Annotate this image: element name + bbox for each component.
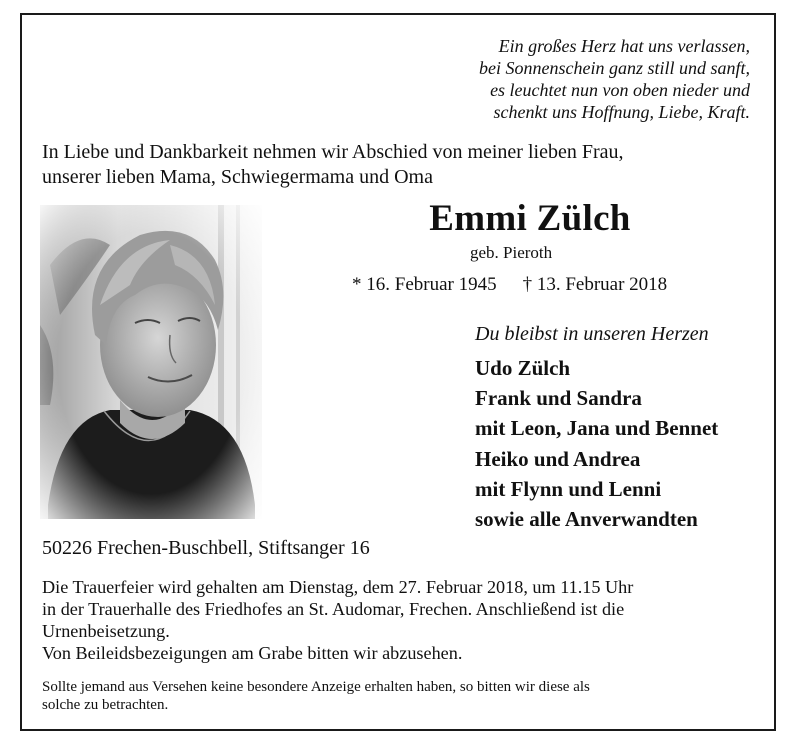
life-dates [352,274,667,296]
note-line: Sollte jemand aus Versehen keine besondere Anzeige erhalten haben, so bitten wir diese als [42,679,590,695]
funeral-service-details [42,576,764,664]
deceased-name: Emmi Zülch [429,198,631,239]
birth-date: * 16. Februar 1945 [352,274,497,295]
memorial-poem [440,35,750,123]
poem-line: schenkt uns Hoffnung, Liebe, Kraft. [493,102,750,122]
service-line: Urnenbeisetzung. [42,621,170,641]
maiden-name: geb. Pieroth [470,243,553,262]
mourner-name: sowie alle Anverwandten [475,507,698,532]
portrait-photo [40,205,262,519]
mourner-name: Heiko und Andrea [475,446,641,471]
notice-disclaimer [42,678,772,714]
service-line: Von Beileidsbezeigungen am Grabe bitten wir abzusehen. [42,643,463,663]
note-line: solche zu betrachten. [42,697,169,713]
poem-line: es leuchtet nun von oben nieder und [490,80,750,100]
mourners-motto: Du bleibst in unseren Herzen [475,323,709,345]
mourner-name: mit Flynn und Lenni [475,476,662,501]
poem-line: bei Sonnenschein ganz still und sanft, [479,58,750,78]
mourners-list [475,353,718,534]
service-line: Die Trauerfeier wird gehalten am Dienstag, dem 27. Februar 2018, um 11.15 Uhr [42,577,634,597]
mourner-name: Udo Zülch [475,356,571,380]
intro-line: In Liebe und Dankbarkeit nehmen wir Abschied von meiner lieben Frau, [42,141,624,163]
intro-line: unserer lieben Mama, Schwiegermama und Oma [42,166,433,188]
family-address: 50226 Frechen-Buschbell, Stiftsanger 16 [42,537,370,559]
mourner-name: mit Leon, Jana und Bennet [475,416,719,441]
portrait-illustration [40,205,262,519]
poem-line: Ein großes Herz hat uns verlassen, [498,36,750,56]
farewell-intro [42,140,772,190]
death-date: † 13. Februar 2018 [522,274,668,295]
service-line: in der Trauerhalle des Friedhofes an St. Audomar, Frechen. Anschließend ist die [42,599,625,619]
mourner-name: Frank und Sandra [475,386,642,411]
